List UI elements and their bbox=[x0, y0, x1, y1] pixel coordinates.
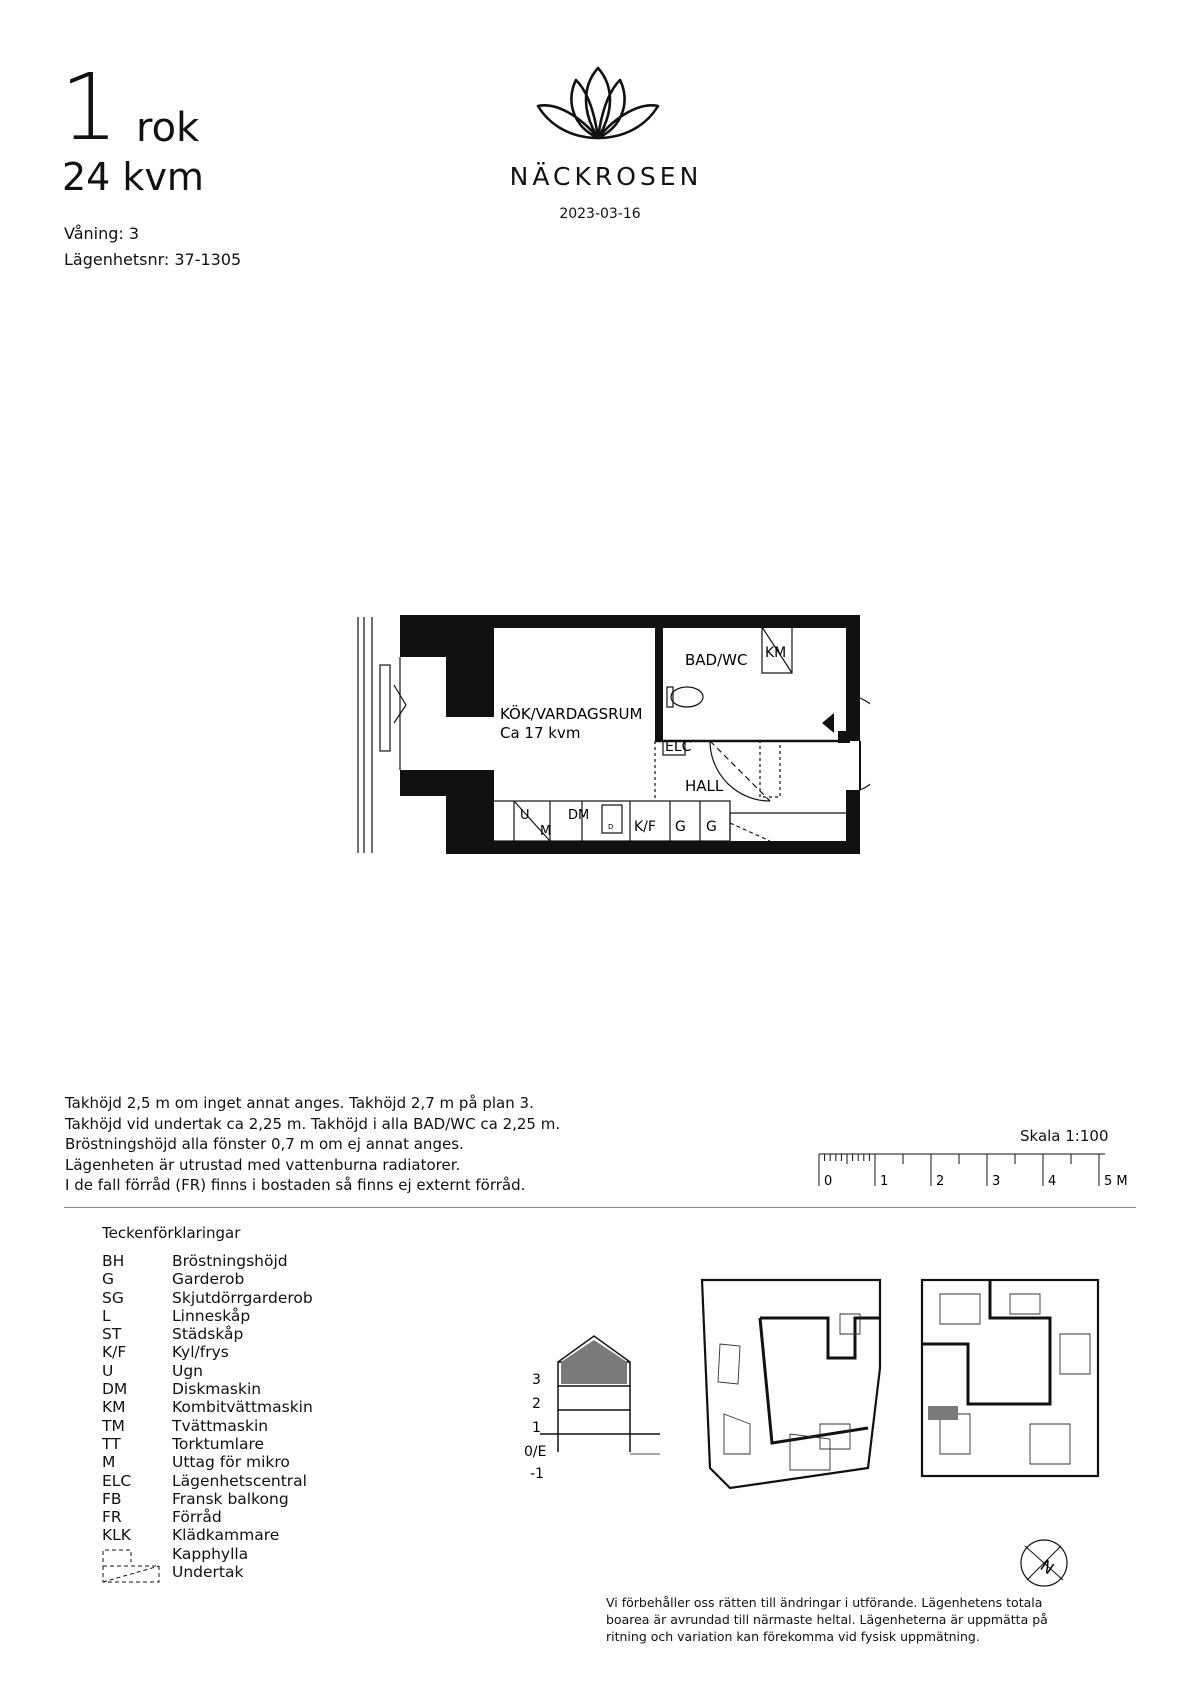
legend-desc: Uttag för mikro bbox=[172, 1453, 290, 1472]
apartment-area: 24 kvm bbox=[62, 155, 204, 199]
scale-bar bbox=[815, 1150, 1135, 1190]
legend-code: U bbox=[102, 1361, 114, 1380]
legend-code: KLK bbox=[102, 1526, 131, 1545]
level-label: -1 bbox=[530, 1466, 544, 1480]
legend-desc: Lägenhetscentral bbox=[172, 1471, 307, 1490]
legend-desc: Städskåp bbox=[172, 1325, 244, 1344]
level-label: 0/E bbox=[524, 1444, 547, 1460]
lowered-ceiling-symbol-icon bbox=[102, 1565, 160, 1583]
legend-code: L bbox=[102, 1306, 111, 1325]
bath-fixtures bbox=[655, 627, 846, 741]
scale-tick-label: 1 bbox=[880, 1174, 889, 1189]
elc-label: ELC bbox=[665, 739, 692, 755]
room-hall-label: HALL bbox=[685, 777, 724, 795]
plan-date: 2023-03-16 bbox=[559, 206, 641, 222]
legend-code: TM bbox=[102, 1416, 125, 1435]
micro-outlet-label: M bbox=[540, 824, 552, 839]
legend-desc: Linneskåp bbox=[172, 1306, 251, 1325]
lotus-flower-icon bbox=[536, 64, 660, 144]
note-line: Takhöjd 2,5 m om inget annat anges. Takhöjd 2,7 m på plan 3. bbox=[65, 1094, 534, 1112]
legend-desc: Bröstningshöjd bbox=[172, 1252, 288, 1270]
legend-desc: Fransk balkong bbox=[172, 1489, 289, 1508]
apartment-location-highlight bbox=[928, 1406, 958, 1420]
scale-tick-label: 4 bbox=[1048, 1174, 1057, 1189]
brand-name: NÄCKROSEN bbox=[509, 162, 703, 191]
note-line: Takhöjd vid undertak ca 2,25 m. Takhöjd i alla BAD/WC ca 2,25 m. bbox=[65, 1114, 561, 1133]
scale-tick-label: 5 M bbox=[1104, 1174, 1128, 1189]
legend-code: FB bbox=[102, 1489, 122, 1508]
legend-desc: Kyl/frys bbox=[172, 1343, 229, 1362]
note-line: Lägenheten är utrustad med vattenburna radiatorer. bbox=[65, 1155, 461, 1174]
legend-desc: Diskmaskin bbox=[172, 1380, 262, 1399]
room-main-name: KÖK/VARDAGSRUM bbox=[500, 705, 643, 723]
scale-tick-label: 3 bbox=[992, 1174, 1001, 1189]
divider bbox=[64, 1207, 1136, 1208]
legend-desc: Tvättmaskin bbox=[172, 1416, 269, 1435]
scale-label: Skala 1:100 bbox=[1020, 1127, 1109, 1145]
dishwasher-label: DM bbox=[568, 808, 590, 823]
note-line: Bröstningshöjd alla fönster 0,7 m om ej annat anges. bbox=[65, 1135, 464, 1153]
scale-tick-label: 2 bbox=[936, 1174, 945, 1189]
legend-desc: Torktumlare bbox=[172, 1434, 265, 1453]
scale-tick-label: 0 bbox=[824, 1174, 833, 1189]
wardrobe-1-label: G bbox=[675, 819, 686, 835]
legend-desc: Kombitvättmaskin bbox=[172, 1398, 313, 1417]
rooms-number: 1 bbox=[60, 54, 119, 161]
legend-code: KM bbox=[102, 1398, 126, 1417]
legend-code: ST bbox=[102, 1325, 122, 1344]
apartment-number: Lägenhetsnr: 37-1305 bbox=[64, 250, 242, 269]
legend-desc: Kapphylla bbox=[172, 1544, 249, 1563]
room-main-area: Ca 17 kvm bbox=[500, 724, 581, 742]
oven-label: U bbox=[520, 808, 530, 823]
legend-code: ELC bbox=[102, 1471, 132, 1490]
legend-code: DM bbox=[102, 1380, 128, 1399]
legend-desc: Ugn bbox=[172, 1361, 204, 1380]
floor-info: Våning: 3 bbox=[64, 224, 140, 243]
legend-title: Teckenförklaringar bbox=[102, 1224, 241, 1242]
level-label: 3 bbox=[532, 1372, 541, 1388]
km-label: KM bbox=[765, 645, 787, 661]
level-label: 1 bbox=[532, 1420, 541, 1436]
north-letter: N bbox=[1036, 1555, 1058, 1579]
legend-desc: Skjutdörrgarderob bbox=[172, 1288, 313, 1307]
floor-plan bbox=[350, 605, 870, 865]
site-plan bbox=[690, 1274, 1110, 1494]
coat-shelf-symbol-icon bbox=[102, 1549, 132, 1563]
legend-code: SG bbox=[102, 1288, 124, 1307]
disclaimer-line: ritning och variation kan förekomma vid fysisk uppmätning. bbox=[606, 1629, 980, 1644]
current-floor-highlight bbox=[561, 1340, 627, 1384]
legend-code: FR bbox=[102, 1508, 122, 1527]
legend-desc: Förråd bbox=[172, 1508, 222, 1527]
rooms-unit: rok bbox=[136, 105, 200, 151]
room-bath-label: BAD/WC bbox=[685, 651, 748, 669]
legend-code: BH bbox=[102, 1252, 125, 1270]
disclaimer-line: Vi förbehåller oss rätten till ändringar i utförande. Lägenhetens totala bbox=[606, 1595, 1043, 1610]
fridge-freezer-label: K/F bbox=[634, 819, 656, 835]
window-facade bbox=[358, 617, 406, 853]
notes bbox=[65, 1093, 560, 1196]
legend-desc: Klädkammare bbox=[172, 1526, 280, 1545]
entry-arrow-icon bbox=[822, 713, 834, 733]
north-arrow-icon bbox=[1017, 1536, 1071, 1590]
legend-code: TT bbox=[102, 1434, 121, 1453]
legend-desc: Garderob bbox=[172, 1270, 245, 1289]
note-line: I de fall förråd (FR) finns i bostaden så finns ej externt förråd. bbox=[65, 1176, 526, 1194]
disclaimer bbox=[606, 1594, 1076, 1645]
wardrobe-2-label: G bbox=[706, 819, 717, 835]
level-label: 2 bbox=[532, 1396, 541, 1412]
disclaimer-line: boarea är avrundad till närmaste heltal. Lägenheterna är uppmätta på bbox=[606, 1612, 1048, 1627]
hall-elements bbox=[655, 698, 870, 841]
d-label: D bbox=[608, 823, 614, 831]
legend-code: G bbox=[102, 1270, 115, 1289]
legend-code: K/F bbox=[102, 1343, 127, 1362]
legend-desc: Undertak bbox=[172, 1563, 244, 1582]
legend-code: M bbox=[102, 1453, 116, 1472]
building-section-diagram bbox=[518, 1330, 668, 1480]
